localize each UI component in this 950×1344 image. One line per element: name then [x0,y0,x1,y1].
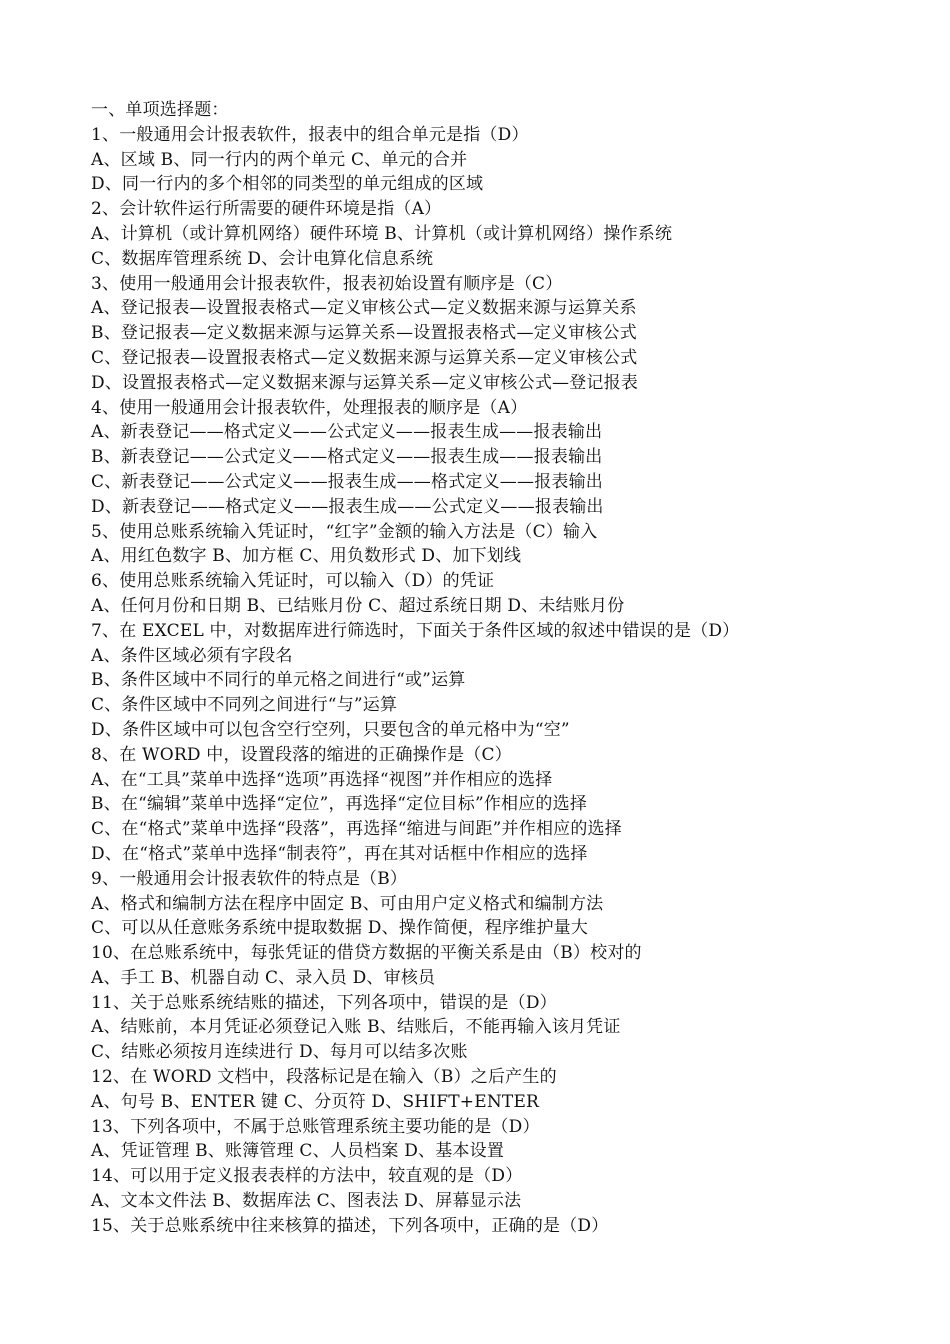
text-line: 12、在 WORD 文档中，段落标记是在输入（B）之后产生的 [91,1067,557,1088]
text-line: A、登记报表—设置报表格式—定义审核公式—定义数据来源与运算关系 [91,298,637,319]
text-line: A、条件区域必须有字段名 [91,645,293,666]
text-line: D、新表登记——格式定义——报表生成——公式定义——报表输出 [91,496,604,517]
text-line: A、手工 B、机器自动 C、录入员 D、审核员 [91,967,436,988]
text-line: D、条件区域中可以包含空行空列，只要包含的单元格中为“空” [91,719,570,740]
text-line: 3、使用一般通用会计报表软件，报表初始设置有顺序是（C） [91,273,563,294]
text-line: 13、下列各项中，不属于总账管理系统主要功能的是（D） [91,1116,540,1137]
text-line: C、登记报表—设置报表格式—定义数据来源与运算关系—定义审核公式 [91,347,638,368]
text-line: D、设置报表格式—定义数据来源与运算关系—定义审核公式—登记报表 [91,372,639,393]
text-line: C、结账必须按月连续进行 D、每月可以结多次账 [91,1042,468,1063]
text-line: A、计算机（或计算机网络）硬件环境 B、计算机（或计算机网络）操作系统 [91,223,673,244]
text-line: A、区域 B、同一行内的两个单元 C、单元的合并 [91,149,468,170]
text-line: A、新表登记——格式定义——公式定义——报表生成——报表输出 [91,422,603,443]
text-line: A、结账前，本月凭证必须登记入账 B、结账后，不能再输入该月凭证 [91,1017,621,1038]
text-line: A、文本文件法 B、数据库法 C、图表法 D、屏幕显示法 [91,1191,522,1212]
text-line: 2、会计软件运行所需要的硬件环境是指（A） [91,199,442,220]
text-line: A、用红色数字 B、加方框 C、用负数形式 D、加下划线 [91,546,522,567]
text-line: A、句号 B、ENTER 键 C、分页符 D、SHIFT+ENTER [91,1091,540,1112]
text-line: A、在“工具”菜单中选择“选项”再选择“视图”并作相应的选择 [91,769,553,790]
text-line: 14、可以用于定义报表表样的方法中，较直观的是（D） [91,1166,523,1187]
text-line: B、新表登记——公式定义——格式定义——报表生成——报表输出 [91,447,603,468]
text-line: C、可以从任意账务系统中提取数据 D、操作简便，程序维护量大 [91,918,589,939]
text-line: B、在“编辑”菜单中选择“定位”，再选择“定位目标”作相应的选择 [91,794,588,815]
text-line: B、条件区域中不同行的单元格之间进行“或”运算 [91,670,466,691]
text-line: 15、关于总账系统中往来核算的描述，下列各项中，正确的是（D） [91,1215,609,1236]
document-body [91,98,911,1239]
text-line: 4、使用一般通用会计报表软件，处理报表的顺序是（A） [91,397,528,418]
text-line: 1、一般通用会计报表软件，报表中的组合单元是指（D） [91,124,529,145]
text-line: A、格式和编制方法在程序中固定 B、可由用户定义格式和编制方法 [91,893,604,914]
text-line: 6、使用总账系统输入凭证时，可以输入（D）的凭证 [91,571,495,592]
text-line: C、新表登记——公式定义——报表生成——格式定义——报表输出 [91,471,604,492]
text-line: D、在“格式”菜单中选择“制表符”，再在其对话框中作相应的选择 [91,843,588,864]
text-line: C、在“格式”菜单中选择“段落”，再选择“缩进与间距”并作相应的选择 [91,819,622,840]
text-line: C、数据库管理系统 D、会计电算化信息系统 [91,248,434,269]
section-heading: 一、单项选择题： [91,100,229,120]
text-line: D、同一行内的多个相邻的同类型的单元组成的区域 [91,174,484,195]
text-line: C、条件区域中不同列之间进行“与”运算 [91,695,398,716]
text-line: 9、一般通用会计报表软件的特点是（B） [91,868,408,889]
text-line: 5、使用总账系统输入凭证时，“红字”金额的输入方法是（C）输入 [91,521,598,542]
text-line: 8、在 WORD 中，设置段落的缩进的正确操作是（C） [91,744,512,765]
text-line: A、任何月份和日期 B、已结账月份 C、超过系统日期 D、未结账月份 [91,595,625,616]
text-line: B、登记报表—定义数据来源与运算关系—设置报表格式—定义审核公式 [91,323,637,344]
text-line: A、凭证管理 B、账簿管理 C、人员档案 D、基本设置 [91,1141,505,1162]
text-line: 7、在 EXCEL 中，对数据库进行筛选时，下面关于条件区域的叙述中错误的是（D） [91,620,740,641]
text-line: 10、在总账系统中，每张凭证的借贷方数据的平衡关系是由（B）校对的 [91,943,642,964]
text-line: 11、关于总账系统结账的描述，下列各项中，错误的是（D） [91,992,557,1013]
